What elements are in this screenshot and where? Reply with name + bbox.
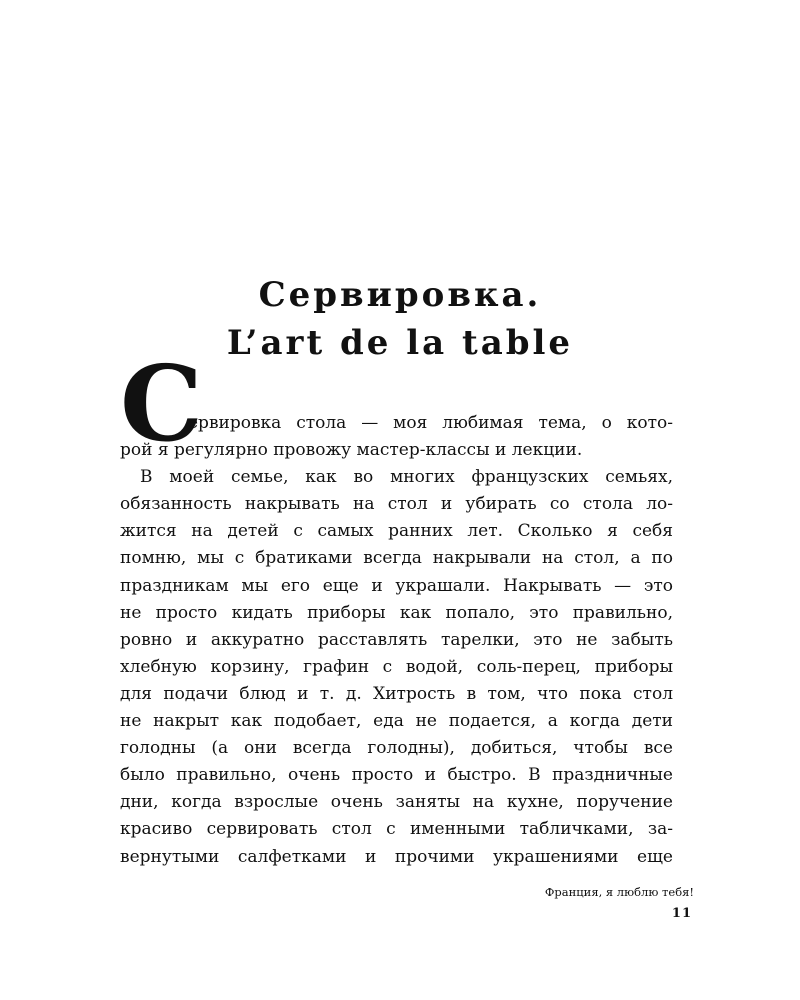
chapter-title-line-1: Сервировка. bbox=[258, 274, 542, 315]
body-text bbox=[120, 410, 673, 871]
page-number: 11 bbox=[671, 906, 692, 921]
text-line: ровно и аккуратно расставлять тарелки, это не забыть bbox=[120, 629, 673, 650]
text-line: ервировка стола — моя любимая тема, о кото- bbox=[188, 413, 673, 433]
text-line: красиво сервировать стол с именными табличками, за- bbox=[120, 819, 673, 840]
text-line: В моей семье, как во многих французских семьях, bbox=[140, 467, 673, 488]
chapter-title bbox=[120, 271, 680, 367]
drop-cap: С bbox=[120, 342, 203, 465]
text-line: голодны (а они всегда голодны), добиться, чтобы все bbox=[120, 738, 673, 759]
text-line: дни, когда взрослые очень заняты на кухне, поручение bbox=[120, 792, 673, 813]
text-line: не накрыт как подобает, еда не подается, а когда дети bbox=[120, 711, 673, 732]
running-head: Франция, я люблю тебя! bbox=[544, 885, 694, 899]
text-line: обязанность накрывать на стол и убирать со стола ло- bbox=[120, 494, 673, 515]
text-line: вернутыми салфетками и прочими украшениями еще bbox=[120, 846, 673, 867]
text-line: было правильно, очень просто и быстро. В праздничные bbox=[120, 765, 673, 786]
text-line: жится на детей с самых ранних лет. Сколько я себя bbox=[120, 521, 673, 542]
text-line: праздникам мы его еще и украшали. Накрывать — это bbox=[120, 575, 673, 596]
text-line: рой я регулярно провожу мастер-классы и лекции. bbox=[120, 440, 583, 461]
text-line: для подачи блюд и т. д. Хитрость в том, что пока стол bbox=[120, 683, 673, 704]
text-line: помню, мы с братиками всегда накрывали на стол, а по bbox=[120, 548, 673, 569]
chapter-title-line-2: L’art de la table bbox=[226, 322, 574, 363]
text-line: не просто кидать приборы как попало, это правильно, bbox=[120, 602, 673, 623]
text-line: хлебную корзину, графин с водой, соль-перец, приборы bbox=[120, 656, 673, 677]
